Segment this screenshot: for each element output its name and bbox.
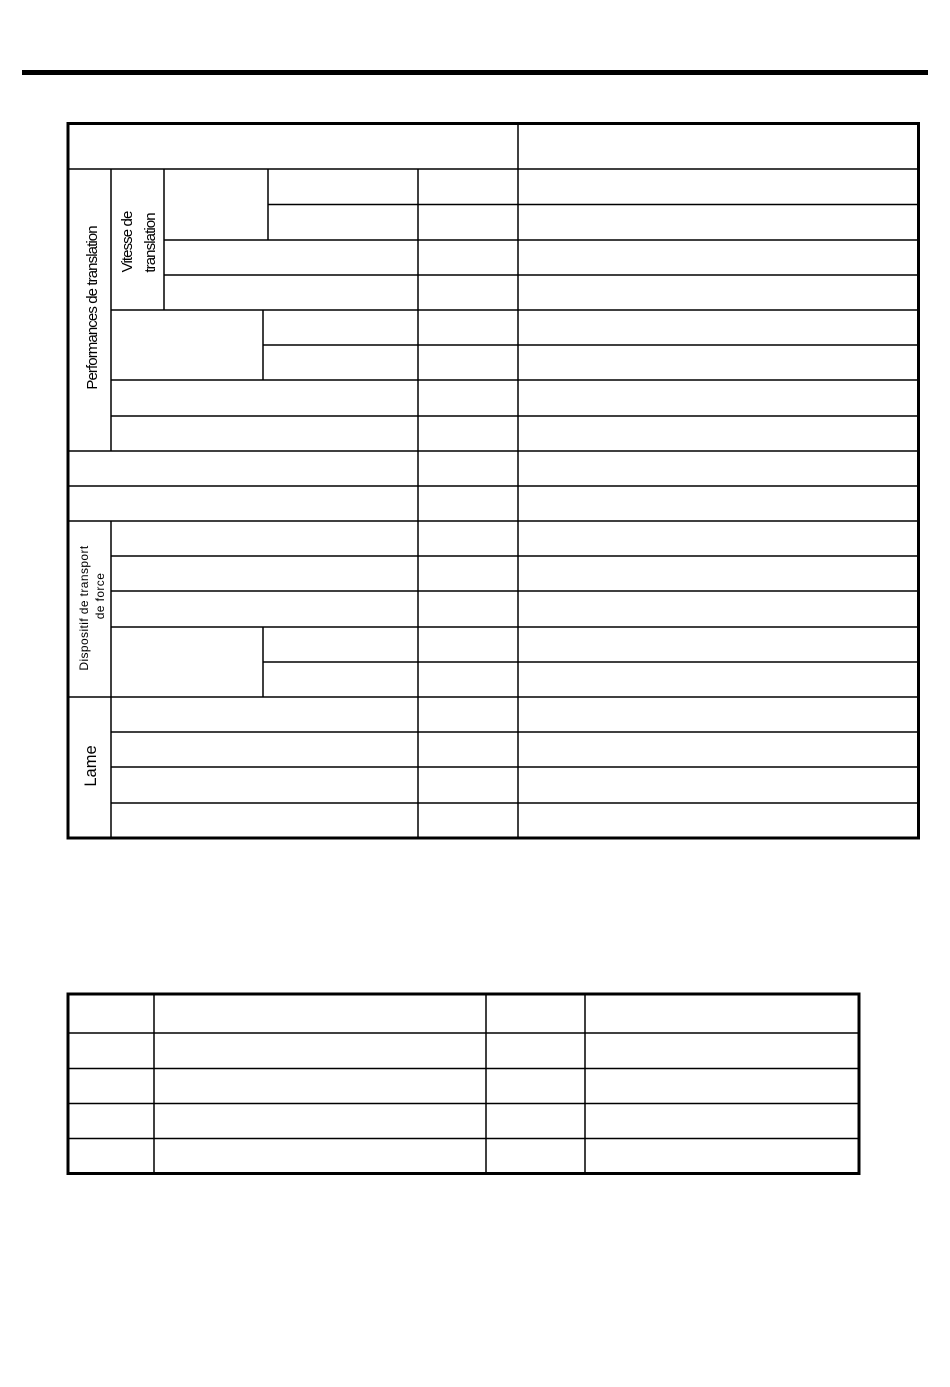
blade-label: Lame <box>82 745 100 787</box>
speed-label-line1: Vitesse de <box>119 211 136 273</box>
secondary-table-border <box>68 994 859 1174</box>
speed-label-line2: translation <box>142 213 159 273</box>
spec-table-border <box>68 124 919 839</box>
transmission-label-line2: de force <box>93 572 107 620</box>
performances-label: Performances de translation <box>84 226 101 390</box>
spec-table <box>68 123 919 838</box>
transmission-label-line1: Dispositif de transport <box>77 545 91 671</box>
secondary-table <box>68 994 859 1174</box>
